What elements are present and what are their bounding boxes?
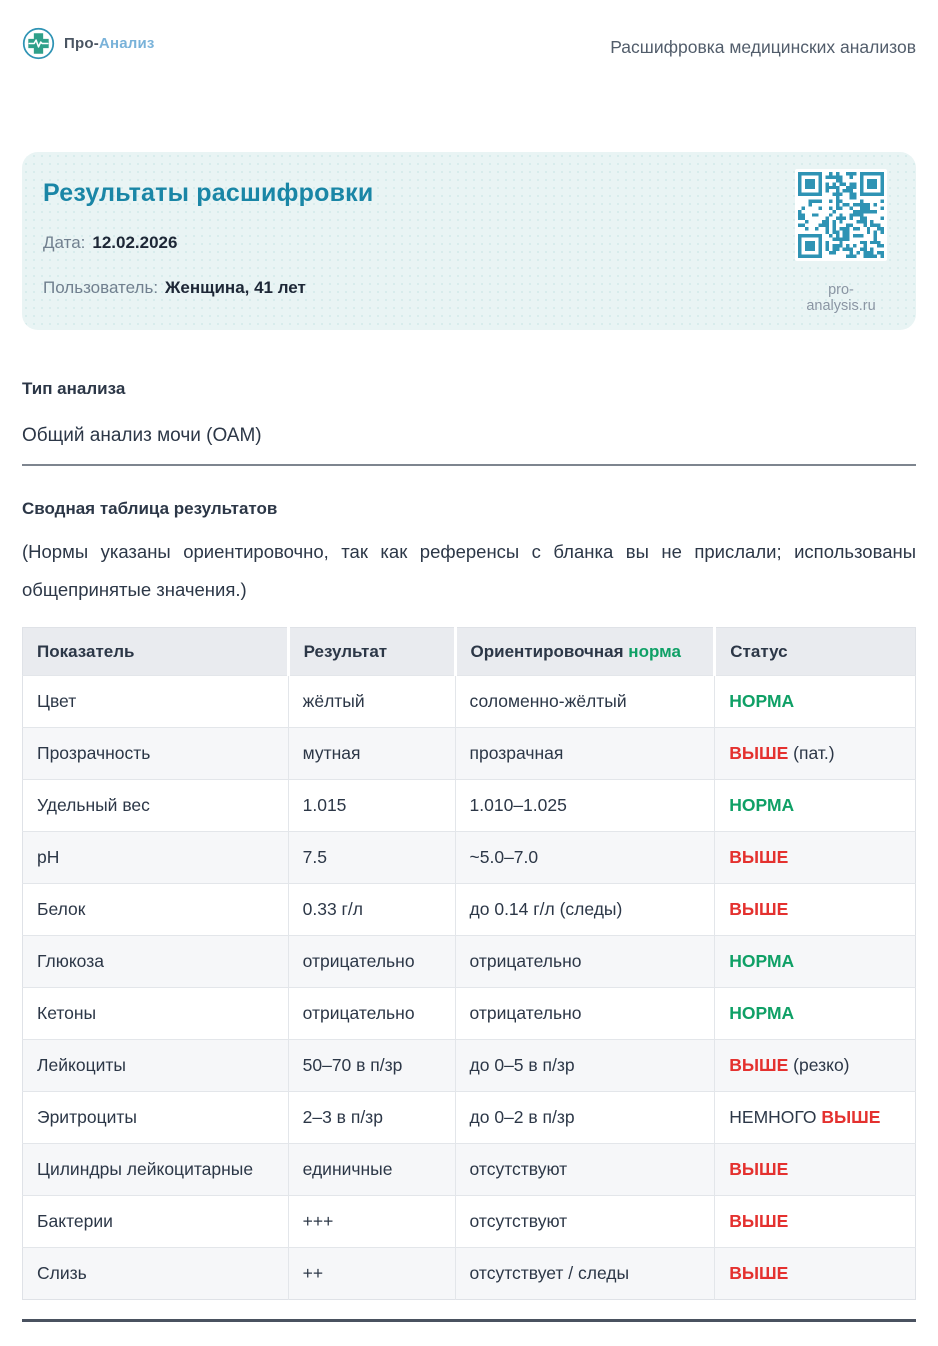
cell-indicator: Белок xyxy=(23,884,289,936)
cell-status xyxy=(715,676,916,728)
cell-norm: отсутствуют xyxy=(455,1196,715,1248)
qr-caption: pro-analysis.ru xyxy=(806,282,876,314)
qr-code xyxy=(795,169,887,261)
status-suffix: (резко) xyxy=(788,1055,850,1075)
cell-result: 2–3 в п/зр xyxy=(288,1092,455,1144)
bottom-divider xyxy=(22,1319,916,1322)
table-row xyxy=(23,884,916,936)
date-value: 12.02.2026 xyxy=(92,233,178,252)
cell-status xyxy=(715,988,916,1040)
cell-status xyxy=(715,780,916,832)
cell-norm: отсутствуют xyxy=(455,1144,715,1196)
cell-indicator: Бактерии xyxy=(23,1196,289,1248)
results-card xyxy=(22,152,916,330)
cell-indicator: Слизь xyxy=(23,1248,289,1300)
topbar xyxy=(22,0,916,61)
cell-status xyxy=(715,1248,916,1300)
analysis-type-value: Общий анализ мочи (ОАМ) xyxy=(22,425,262,446)
cell-result: жёлтый xyxy=(288,676,455,728)
status-badge: ВЫШЕ xyxy=(729,899,789,919)
status-badge: НОРМА xyxy=(729,1003,795,1023)
table-row xyxy=(23,988,916,1040)
col-header-indicator: Показатель xyxy=(23,628,289,676)
user-line xyxy=(43,278,776,298)
cell-norm: 1.010–1.025 xyxy=(455,780,715,832)
status-badge: НОРМА xyxy=(729,795,795,815)
cell-result: 1.015 xyxy=(288,780,455,832)
cell-indicator: Цвет xyxy=(23,676,289,728)
cell-norm: до 0–2 в п/зр xyxy=(455,1092,715,1144)
summary-note: (Нормы указаны ориентировочно, так как референсы с бланка вы не прислали; использованы общепринятые значения.) xyxy=(22,541,916,600)
cell-norm: прозрачная xyxy=(455,728,715,780)
cell-result: 50–70 в п/зр xyxy=(288,1040,455,1092)
cell-indicator: Прозрачность xyxy=(23,728,289,780)
table-row xyxy=(23,1144,916,1196)
status-suffix: (пат.) xyxy=(788,743,835,763)
cell-norm: отрицательно xyxy=(455,936,715,988)
cell-norm: соломенно-жёлтый xyxy=(455,676,715,728)
cell-result: ++ xyxy=(288,1248,455,1300)
col-header-result: Результат xyxy=(288,628,455,676)
cell-status xyxy=(715,936,916,988)
table-row xyxy=(23,728,916,780)
cell-indicator: Лейкоциты xyxy=(23,1040,289,1092)
user-label: Пользователь: xyxy=(43,278,159,297)
results-table xyxy=(22,627,916,1300)
section-divider xyxy=(22,464,916,466)
cell-result: отрицательно xyxy=(288,936,455,988)
cell-norm: до 0.14 г/л (следы) xyxy=(455,884,715,936)
cell-result: отрицательно xyxy=(288,988,455,1040)
cell-status xyxy=(715,1092,916,1144)
cell-norm: ~5.0–7.0 xyxy=(455,832,715,884)
status-badge: ВЫШЕ xyxy=(729,1159,789,1179)
status-badge: ВЫШЕ xyxy=(729,1211,789,1231)
cell-norm: отсутствует / следы xyxy=(455,1248,715,1300)
cell-indicator: pH xyxy=(23,832,289,884)
status-badge: ВЫШЕ xyxy=(729,847,789,867)
status-badge: ВЫШЕ xyxy=(729,1263,789,1283)
status-badge: НОРМА xyxy=(729,951,795,971)
site-logo[interactable] xyxy=(22,27,155,60)
table-row xyxy=(23,832,916,884)
norm-accent-word: норма xyxy=(628,641,681,661)
qr-block xyxy=(795,169,887,314)
cell-result: +++ xyxy=(288,1196,455,1248)
cell-status xyxy=(715,1144,916,1196)
cell-result: 0.33 г/л xyxy=(288,884,455,936)
cell-indicator: Глюкоза xyxy=(23,936,289,988)
medical-cross-icon xyxy=(22,27,55,60)
table-row xyxy=(23,1196,916,1248)
cell-indicator: Эритроциты xyxy=(23,1092,289,1144)
cell-indicator: Цилиндры лейкоцитарные xyxy=(23,1144,289,1196)
table-row xyxy=(23,780,916,832)
page-title: Расшифровка медицинских анализов xyxy=(610,37,916,57)
card-title: Результаты расшифровки xyxy=(43,179,374,207)
cell-norm: до 0–5 в п/зр xyxy=(455,1040,715,1092)
cell-indicator: Удельный вес xyxy=(23,780,289,832)
table-row xyxy=(23,676,916,728)
table-row xyxy=(23,1040,916,1092)
cell-norm: отрицательно xyxy=(455,988,715,1040)
cell-status xyxy=(715,728,916,780)
cell-status xyxy=(715,884,916,936)
table-header-row xyxy=(23,628,916,676)
status-badge: НОРМА xyxy=(729,691,795,711)
date-line xyxy=(43,233,776,253)
col-header-status: Статус xyxy=(715,628,916,676)
user-value: Женщина, 41 лет xyxy=(165,278,306,297)
date-label: Дата: xyxy=(43,233,86,252)
table-row xyxy=(23,936,916,988)
status-badge: ВЫШЕ xyxy=(729,1055,789,1075)
cell-indicator: Кетоны xyxy=(23,988,289,1040)
status-badge: ВЫШЕ xyxy=(729,743,789,763)
cell-result: 7.5 xyxy=(288,832,455,884)
cell-result: мутная xyxy=(288,728,455,780)
col-header-norm: Ориентировочная норма xyxy=(455,628,715,676)
cell-status xyxy=(715,1040,916,1092)
status-badge: ВЫШЕ xyxy=(821,1107,881,1127)
logo-text: Про-Анализ xyxy=(64,35,155,52)
cell-status xyxy=(715,1196,916,1248)
table-row xyxy=(23,1092,916,1144)
summary-heading: Сводная таблица результатов xyxy=(22,499,278,518)
status-prefix: НЕМНОГО xyxy=(729,1107,822,1127)
cell-result: единичные xyxy=(288,1144,455,1196)
table-row xyxy=(23,1248,916,1300)
cell-status xyxy=(715,832,916,884)
analysis-type-heading: Тип анализа xyxy=(22,379,126,398)
